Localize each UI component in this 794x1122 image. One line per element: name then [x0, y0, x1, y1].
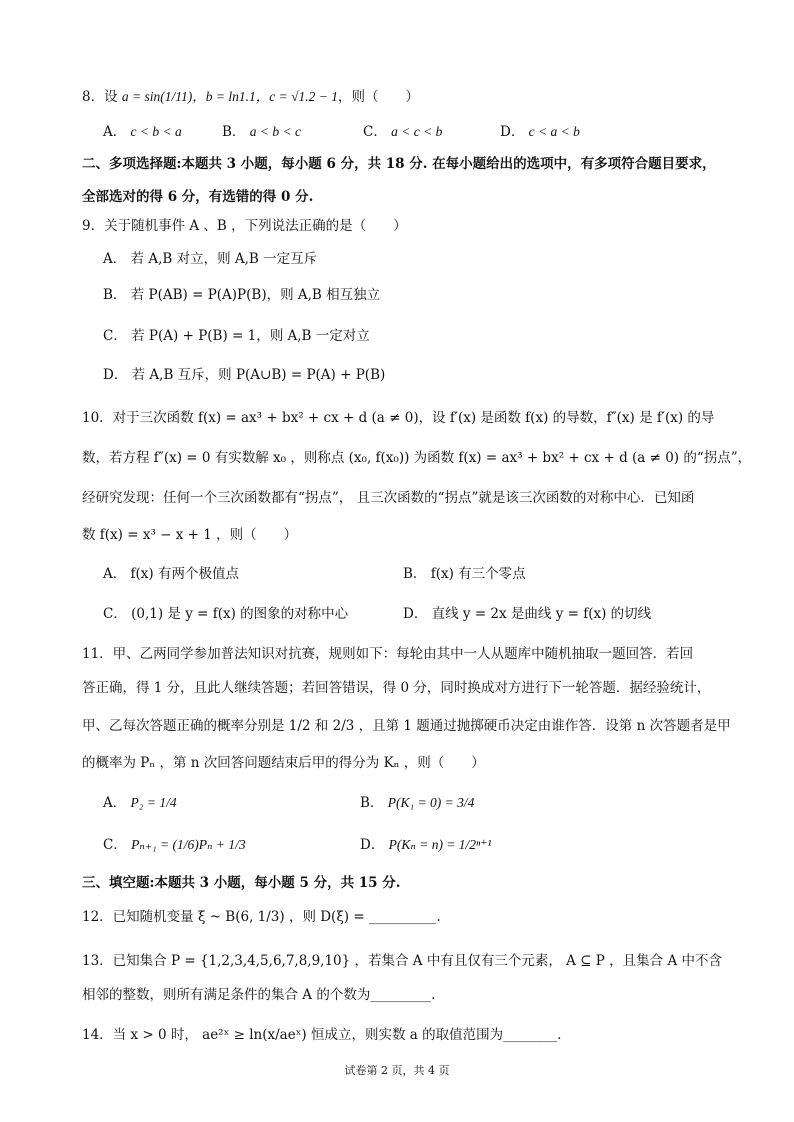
- q11-stem-line3: 甲、乙每次答题正确的概率分别是 1/2 和 2/3 ，且第 1 题通过抛掷硬币决定由谁作答．设第 n 次答题者是甲: [82, 718, 731, 734]
- q11-stem-line2: 答正确，得 1 分，且此人继续答题；若回答错误，得 0 分，同时换成对方进行下一轮答题．据经验统计，: [82, 680, 711, 696]
- q10-option-b: B． f(x) 有三个零点: [403, 566, 526, 582]
- q10-option-a: A． f(x) 有两个极值点: [103, 566, 239, 582]
- q11-option-a: A． P₂ = 1/4: [103, 795, 177, 811]
- section3-heading: 三、填空题:本题共 3 小题，每小题 5 分，共 15 分.: [82, 875, 401, 891]
- page-footer: 试卷第 2 页，共 4 页: [344, 1064, 450, 1077]
- q10-stem-line3: 经研究发现：任何一个三次函数都有“拐点”， 且三次函数的“拐点”就是该三次函数的对称中心．已知函: [82, 490, 695, 506]
- q8-stem: 8．设 a = sin(1/11)，b = ln1.1，c = √1.2 − 1，则（ ）: [82, 89, 419, 105]
- q11-option-c: C． Pₙ₊₁ = (1/6)Pₙ + 1/3: [103, 837, 246, 853]
- q8-option-b: B． a < b < c: [222, 124, 301, 140]
- section2-heading-cont: 全部选对的得 6 分，有选错的得 0 分.: [82, 189, 314, 205]
- q10-stem-line4: 数 f(x) = x³ − x + 1 ，则（ ）: [82, 527, 298, 543]
- section2-heading: 二、多项选择题:本题共 3 小题，每小题 6 分，共 18 分. 在每小题给出的选项中，有多项符合题目要求，: [82, 156, 716, 172]
- q8-option-a: A． c < b < a: [103, 124, 182, 140]
- q10-option-c: C． (0,1) 是 y = f(x) 的图象的对称中心: [103, 606, 349, 622]
- q8-option-c: C． a < c < b: [363, 124, 443, 140]
- q11-option-d: D． P(Kₙ = n) = 1/2ⁿ⁺¹: [360, 837, 492, 853]
- q9-option-d: D． 若 A,B 互斥，则 P(A∪B) = P(A) + P(B): [103, 367, 386, 383]
- q11-stem-line1: 11．甲、乙两同学参加普法知识对抗赛，规则如下：每轮由其中一人从题库中随机抽取一题回答．若回: [82, 646, 694, 662]
- q13-stem-line2: 相邻的整数，则所有满足条件的集合 A 的个数为_________.: [82, 987, 436, 1003]
- q9-stem: 9．关于随机事件 A 、B ，下列说法正确的是（ ）: [82, 218, 407, 234]
- q11-option-b: B． P(K₁ = 0) = 3/4: [360, 795, 475, 811]
- q10-stem-line2: 数，若方程 f″(x) = 0 有实数解 x₀ ，则称点 (x₀, f(x₀)) 为函数 f(x) = ax³ + bx² + cx + d (a ≠ 0) 的“拐点”，: [82, 450, 752, 466]
- q10-stem-line1: 10．对于三次函数 f(x) = ax³ + bx² + cx + d (a ≠ 0)，设 f′(x) 是函数 f(x) 的导数，f″(x) 是 f′(x) 的导: [82, 410, 715, 426]
- q10-option-d: D． 直线 y = 2x 是曲线 y = f(x) 的切线: [403, 606, 652, 622]
- q8-option-d: D． c < a < b: [500, 124, 580, 140]
- q11-stem-line4: 的概率为 Pₙ ，第 n 次回答问题结束后甲的得分为 Kₙ ，则（ ）: [82, 755, 485, 771]
- q13-stem-line1: 13．已知集合 P = {1,2,3,4,5,6,7,8,9,10} ，若集合 A 中有且仅有三个元素， A ⊆ P ，且集合 A 中不含: [82, 953, 722, 969]
- q9-option-a: A． 若 A,B 对立，则 A,B 一定互斥: [103, 251, 318, 267]
- q9-option-b: B． 若 P(AB) = P(A)P(B)，则 A,B 相互独立: [103, 287, 381, 303]
- q14-stem: 14．当 x > 0 时， ae²ˣ ≥ ln(x/aeˣ) 恒成立，则实数 a 的取值范围为________.: [82, 1027, 562, 1043]
- q12-stem: 12．已知随机变量 ξ ~ B(6, 1/3) ，则 D(ξ) = __________.: [82, 909, 441, 925]
- q9-option-c: C． 若 P(A) + P(B) = 1，则 A,B 一定对立: [103, 328, 370, 344]
